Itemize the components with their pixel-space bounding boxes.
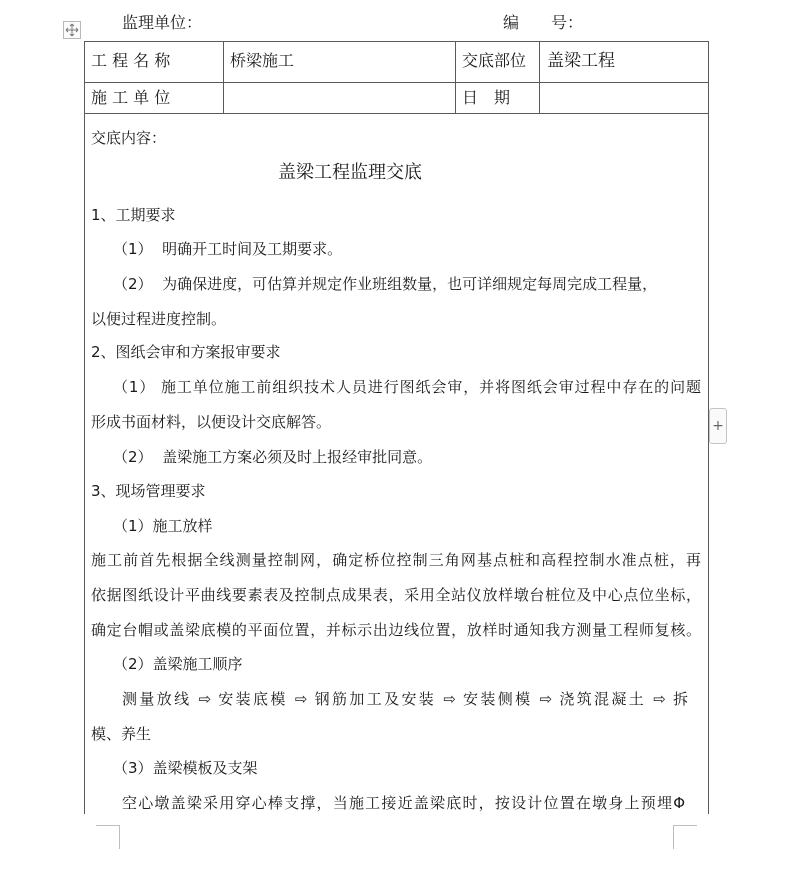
project-name-value[interactable]: 桥梁施工 (230, 51, 295, 70)
page-corner-mark (673, 825, 697, 849)
disclosure-part-value[interactable]: 盖梁工程 (547, 51, 615, 71)
row-divider (84, 113, 709, 114)
project-name-label: 工 程 名 称 (91, 51, 171, 70)
paragraph: 形成书面材料，以便设计交底解答。 (91, 413, 332, 431)
date-label: 日 期 (462, 88, 511, 107)
column-divider (455, 41, 456, 113)
page-corner-mark (96, 825, 120, 849)
section-heading: 1、工期要求 (91, 206, 176, 224)
section-heading: 2、图纸会审和方案报审要求 (91, 343, 281, 361)
column-divider (223, 41, 224, 113)
supervision-unit-label: 监理单位： (122, 13, 203, 32)
paragraph: （1） 施工单位施工前组织技术人员进行图纸会审，并将图纸会审过程中存在的问题 (113, 378, 701, 396)
table-move-handle[interactable] (63, 21, 81, 39)
subsection-heading: （2）盖梁施工顺序 (113, 655, 243, 673)
paragraph: 以便过程进度控制。 (91, 310, 227, 328)
document-title: 盖梁工程监理交底 (278, 162, 422, 183)
paragraph: 施工前首先根据全线测量控制网，确定桥位控制三角网基点桩和高程控制水准点桩，再 (91, 551, 701, 569)
content-intro: 交底内容： (91, 129, 167, 147)
subsection-heading: （1）施工放样 (113, 517, 213, 535)
paragraph: 模、养生 (91, 725, 152, 743)
plus-icon: + (712, 418, 724, 434)
row-divider (84, 82, 709, 83)
paragraph: 依据图纸设计平曲线要素表及控制点成果表，采用全站仪放样墩台桩位及中心点位坐标， (91, 586, 701, 604)
document-number-label: 编 号： (503, 13, 584, 32)
paragraph: 确定台帽或盖梁底模的平面位置，并标示出边线位置，放样时通知我方测量工程师复核。 (91, 621, 701, 639)
construction-unit-label: 施 工 单 位 (91, 88, 171, 107)
paragraph: （2） 盖梁施工方案必须及时上报经审批同意。 (113, 448, 433, 466)
paragraph: 空心墩盖梁采用穿心棒支撑，当施工接近盖梁底时，按设计位置在墩身上预埋Φ (122, 794, 685, 812)
move-icon (65, 23, 79, 37)
section-heading: 3、现场管理要求 (91, 482, 206, 500)
paragraph: （2） 为确保进度，可估算并规定作业班组数量，也可详细规定每周完成工程量， (113, 275, 658, 293)
subsection-heading: （3）盖梁模板及支架 (113, 759, 258, 777)
paragraph: （1） 明确开工时间及工期要求。 (113, 240, 343, 258)
column-divider (539, 41, 540, 113)
process-flow: 测量放线 ⇨ 安装底模 ⇨ 钢筋加工及安装 ⇨ 安装侧模 ⇨ 浇筑混凝土 ⇨ 拆 (122, 690, 688, 708)
disclosure-part-label: 交底部位 (462, 51, 527, 70)
add-column-button[interactable] (709, 408, 727, 444)
